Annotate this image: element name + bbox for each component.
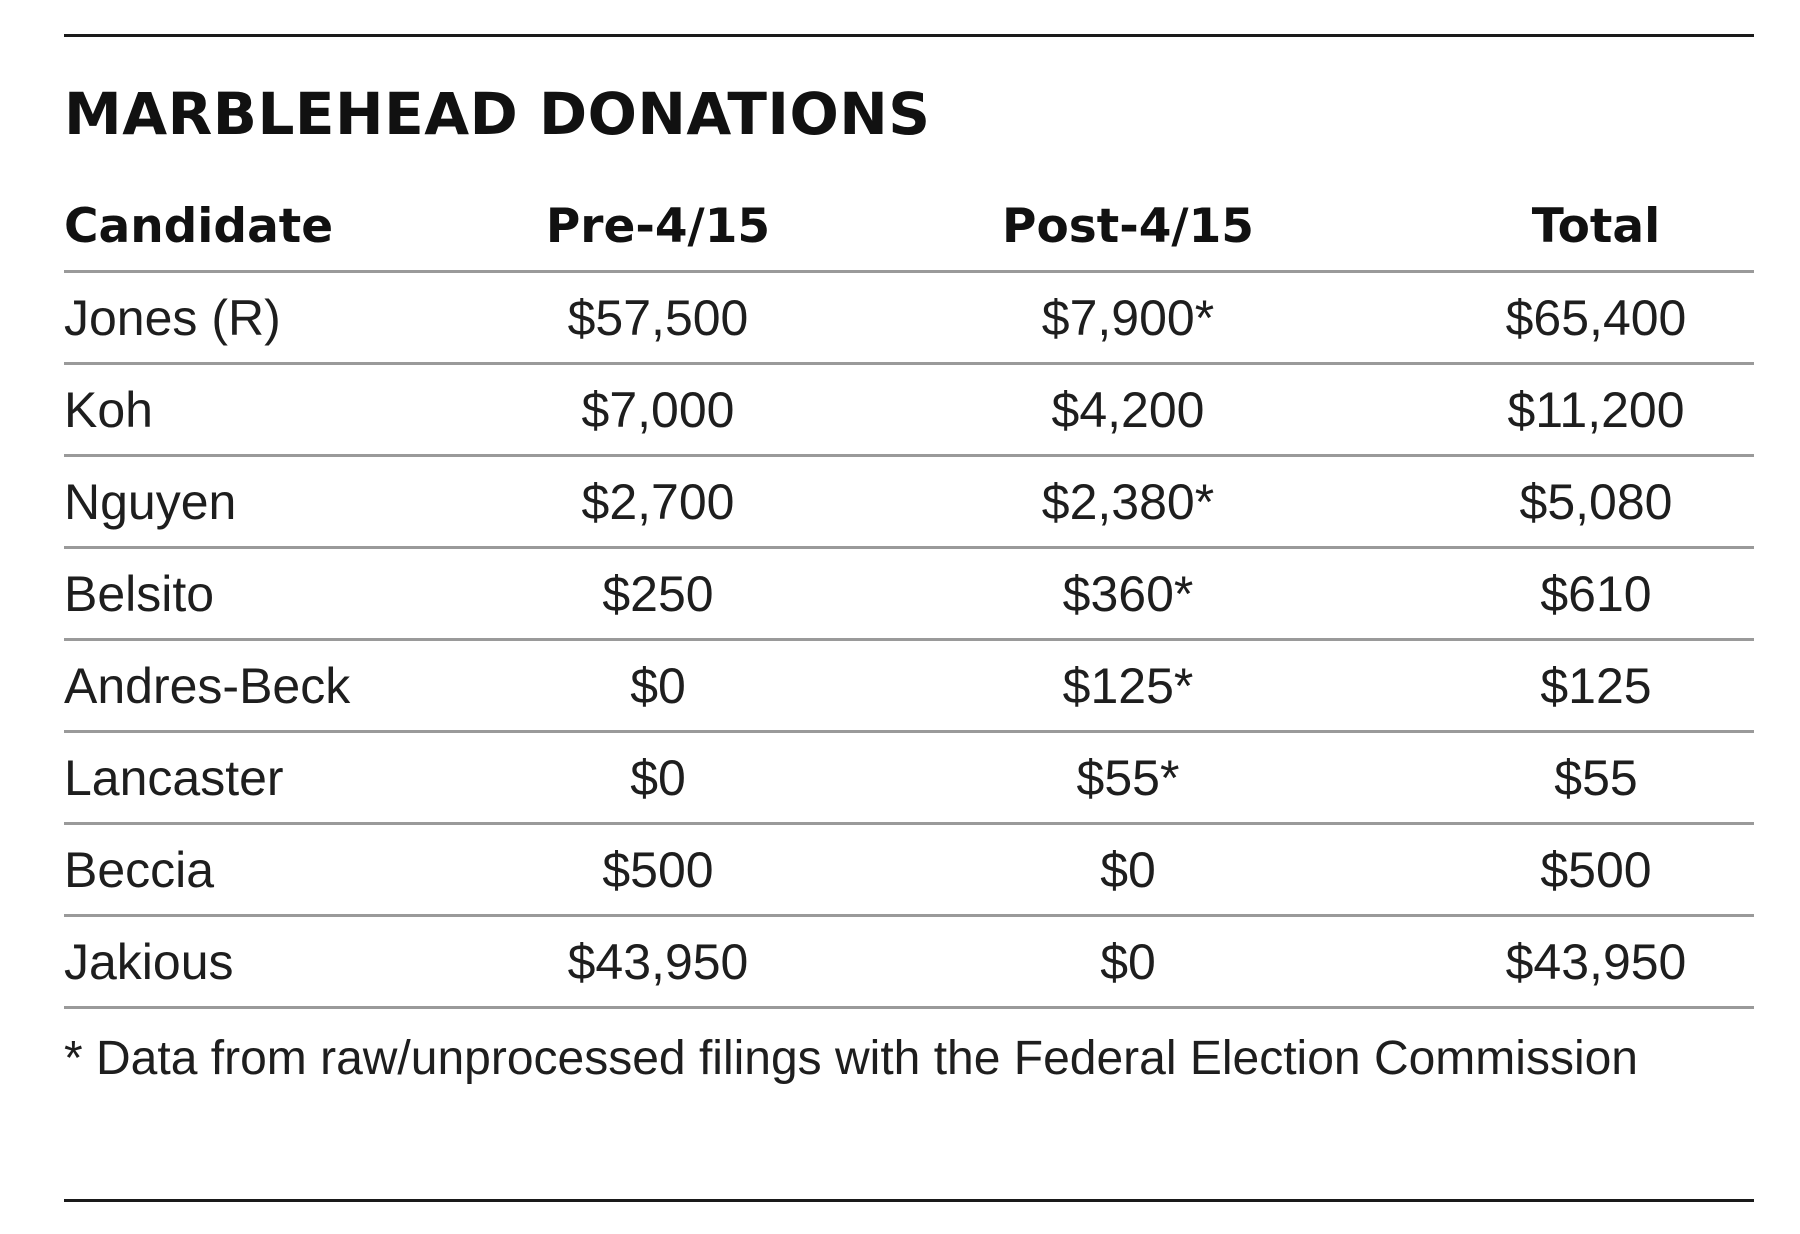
footnote: * Data from raw/unprocessed filings with the Federal Election Commission bbox=[64, 1032, 1638, 1085]
cell-candidate: Koh bbox=[64, 364, 498, 456]
cell-candidate: Andres-Beck bbox=[64, 640, 498, 732]
table-row bbox=[64, 548, 1754, 640]
cell-pre: $0 bbox=[498, 732, 818, 824]
cell-total: $65,400 bbox=[1438, 272, 1754, 364]
table-row bbox=[64, 916, 1754, 1008]
cell-total: $55 bbox=[1438, 732, 1754, 824]
cell-pre: $500 bbox=[498, 824, 818, 916]
cell-candidate: Jones (R) bbox=[64, 272, 498, 364]
table-body bbox=[64, 272, 1754, 1008]
table-row bbox=[64, 640, 1754, 732]
cell-total: $43,950 bbox=[1438, 916, 1754, 1008]
cell-total: $5,080 bbox=[1438, 456, 1754, 548]
cell-post: $4,200 bbox=[818, 364, 1438, 456]
table-row bbox=[64, 456, 1754, 548]
cell-candidate: Nguyen bbox=[64, 456, 498, 548]
cell-total: $11,200 bbox=[1438, 364, 1754, 456]
table-header bbox=[64, 182, 1754, 272]
donations-table bbox=[64, 182, 1754, 1009]
cell-pre: $2,700 bbox=[498, 456, 818, 548]
cell-candidate: Lancaster bbox=[64, 732, 498, 824]
table-title: MARBLEHEAD DONATIONS bbox=[64, 80, 931, 148]
column-header-post: Post-4/15 bbox=[818, 182, 1438, 272]
cell-post: $360* bbox=[818, 548, 1438, 640]
cell-total: $500 bbox=[1438, 824, 1754, 916]
column-header-total: Total bbox=[1438, 182, 1754, 272]
cell-post: $125* bbox=[818, 640, 1438, 732]
bottom-rule bbox=[64, 1199, 1754, 1202]
cell-pre: $7,000 bbox=[498, 364, 818, 456]
table-row bbox=[64, 272, 1754, 364]
cell-candidate: Belsito bbox=[64, 548, 498, 640]
cell-post: $7,900* bbox=[818, 272, 1438, 364]
cell-pre: $250 bbox=[498, 548, 818, 640]
cell-total: $125 bbox=[1438, 640, 1754, 732]
cell-post: $2,380* bbox=[818, 456, 1438, 548]
column-header-pre: Pre-4/15 bbox=[498, 182, 818, 272]
table-row bbox=[64, 364, 1754, 456]
cell-pre: $43,950 bbox=[498, 916, 818, 1008]
column-header-candidate: Candidate bbox=[64, 182, 498, 272]
cell-candidate: Jakious bbox=[64, 916, 498, 1008]
cell-total: $610 bbox=[1438, 548, 1754, 640]
table-row bbox=[64, 732, 1754, 824]
cell-candidate: Beccia bbox=[64, 824, 498, 916]
cell-pre: $0 bbox=[498, 640, 818, 732]
table-row bbox=[64, 824, 1754, 916]
cell-pre: $57,500 bbox=[498, 272, 818, 364]
cell-post: $55* bbox=[818, 732, 1438, 824]
cell-post: $0 bbox=[818, 824, 1438, 916]
donations-figure bbox=[64, 34, 1754, 1099]
cell-post: $0 bbox=[818, 916, 1438, 1008]
header-row bbox=[64, 182, 1754, 272]
